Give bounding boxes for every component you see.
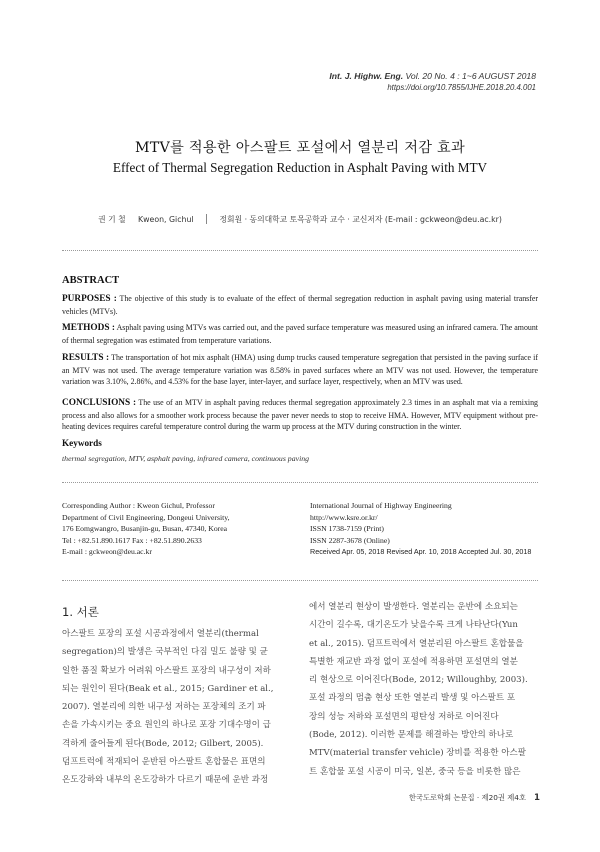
body-line: (Bode, 2012). 이러한 문제를 해결하는 방안의 하나로 (309, 730, 514, 741)
body-line: et al., 2015). 덤프트럭에서 열분리된 아스팔트 혼합물을 (309, 638, 524, 649)
journal-name: International Journal of Highway Engineering (310, 501, 452, 510)
page-footer (409, 793, 540, 803)
author-separator (206, 214, 207, 224)
corr-phone: Tel : +82.51.890.1617 Fax : +82.51.890.2633 (62, 535, 202, 545)
body-line: 되는 원인이 된다(Beak et al., 2015; Gardiner et al., (62, 683, 274, 694)
body-line: segregation)의 발생은 국부적인 다짐 밀도 불량 및 균 (62, 647, 268, 658)
issn-print: ISSN 1738-7159 (Print) (310, 524, 384, 534)
section-heading-introduction: 1. 서론 (62, 605, 99, 619)
volume-info: Vol. 20 No. 4 : 1~6 AUGUST 2018 (405, 71, 536, 81)
author-korean-name: 권 기 철 (98, 215, 126, 224)
author-line (0, 214, 600, 225)
divider-top (62, 250, 538, 251)
title-korean: MTV를 적용한 아스팔트 포설에서 열분리 저감 효과 (134, 140, 466, 156)
body-line: 격하게 줄어들게 된다(Bode, 2012; Gilbert, 2005). (62, 738, 264, 749)
journal-citation (329, 71, 536, 81)
corr-author: Corresponding Author : Kweon Gichul, Professor (62, 501, 215, 510)
divider-bottom (62, 580, 538, 581)
body-line: MTV(material transfer vehicle) 장비를 적용한 아스팔 (309, 748, 527, 759)
body-line: 일한 품질 확보가 어려워 아스팔트 포장의 내구성이 저하 (62, 665, 271, 676)
doi-link[interactable]: https://doi.org/10.7855/IJHE.2018.20.4.001 (387, 83, 536, 92)
methods-label: METHODS : (62, 323, 115, 333)
body-line: 리 현상으로 이어진다(Bode, 2012; Willoughby, 2003). (309, 675, 528, 686)
body-line: 아스팔트 포장의 포설 시공과정에서 열분리(thermal (62, 629, 259, 639)
page-number: 1 (534, 793, 540, 803)
corr-department: Department of Civil Engineering, Dongeui University, (62, 512, 230, 522)
body-line: 특별한 재교반 과정 없이 포설에 적용하면 포설면의 열분 (309, 656, 518, 667)
abstract-results (62, 352, 538, 388)
abstract-purposes (62, 293, 538, 317)
abstract-conclusions (62, 397, 538, 433)
purposes-label: PURPOSES : (62, 294, 117, 304)
issn-online: ISSN 2287-3678 (Online) (310, 535, 390, 545)
keywords-heading: Keywords (62, 438, 102, 448)
footer-journal: 한국도로학회 논문집 · 제20권 제4호 (408, 793, 527, 802)
keywords-list: thermal segregation, MTV, asphalt paving, infrared camera, continuous paving (62, 454, 310, 463)
body-line: 2007). 열분리에 의한 내구성 저하는 포장체의 조기 파 (62, 702, 266, 713)
abstract-methods (62, 322, 538, 346)
body-column-left (62, 625, 290, 790)
body-line: 손을 가속시키는 중요 원인의 하나로 포장 기대수명이 급 (62, 720, 271, 731)
submission-dates: Received Apr. 05, 2018 Revised Apr. 10, 2018 Accepted Jul. 30, 2018 (310, 547, 532, 557)
author-english-name: Kweon, Gichul (138, 215, 194, 224)
corr-email[interactable]: E-mail : gckweon@deu.ac.kr (62, 547, 152, 557)
body-column-right (309, 598, 537, 781)
body-line: 덤프트럭에 적재되어 운반된 아스팔트 혼합물은 표면의 (62, 757, 266, 768)
conclusions-text: The use of an MTV in asphalt paving reduces thermal segregation approximately 2.3 times in an asphalt mat via a remixing process and also allows for a smoother work process because the paver never needs to stop to receive HMA. However, MTV equipment without pre-heating devices requires careful temperature control during the warm up process at the MTV during construction in the winter. (62, 398, 538, 432)
conclusions-label: CONCLUSIONS : (62, 398, 137, 408)
body-line: 에서 열분리 현상이 발생한다. 열분리는 운반에 소요되는 (309, 602, 518, 612)
corr-address: 176 Eomgwangro, Busanjin-gu, Busan, 47340, Korea (62, 524, 228, 534)
methods-text: Asphalt paving using MTVs was carried out, and the paved surface temperature was measured using an infrared camera. The amount of thermal segregation was estimated from temperature variations. (62, 323, 538, 345)
abstract-heading: ABSTRACT (62, 275, 120, 286)
divider-middle (62, 482, 538, 483)
body-line: 포설 과정의 멈춤 현상 또한 열분리 발생 및 아스팔트 포 (309, 693, 516, 704)
journal-abbr: Int. J. Highw. Eng. (329, 71, 404, 81)
title-english: Effect of Thermal Segregation Reduction in Asphalt Paving with MTV (112, 160, 488, 175)
body-line: 시간이 길수록, 대기온도가 낮을수록 크게 나타난다(Yun (309, 620, 518, 631)
author-affiliation: 정회원 · 동의대학교 토목공학과 교수 · 교신저자 (E-mail : gckweon@deu.ac.kr) (219, 215, 502, 224)
journal-info-block (310, 500, 550, 558)
results-text: The transportation of hot mix asphalt (HMA) using dump trucks caused temperature segregation that persisted in the paving surface if an MTV was not used. The average temperature variation was 8.58% in paved surfaces where an MTV was not used. However, the temperature variation was 3.10%, 2.86%, and 4.53% for the base layer, inter-layer, and surface layer, respectively, when an MTV was used. (62, 353, 538, 387)
body-line: 장의 성능 저하와 포설면의 평탄성 저하로 이어진다 (309, 711, 499, 722)
body-line: 온도강하와 내부의 온도강하가 다르기 때문에 운반 과정 (62, 775, 269, 786)
body-line: 트 혼합물 포설 시공이 미국, 일본, 중국 등을 비롯한 많은 (309, 766, 521, 777)
correspondence-block (62, 500, 302, 558)
results-label: RESULTS : (62, 353, 110, 363)
journal-url[interactable]: http://www.ksre.or.kr/ (310, 512, 378, 522)
purposes-text: The objective of this study is to evaluate of the effect of thermal segregation reduction in asphalt paving using material transfer vehicles (MTVs). (62, 294, 538, 316)
